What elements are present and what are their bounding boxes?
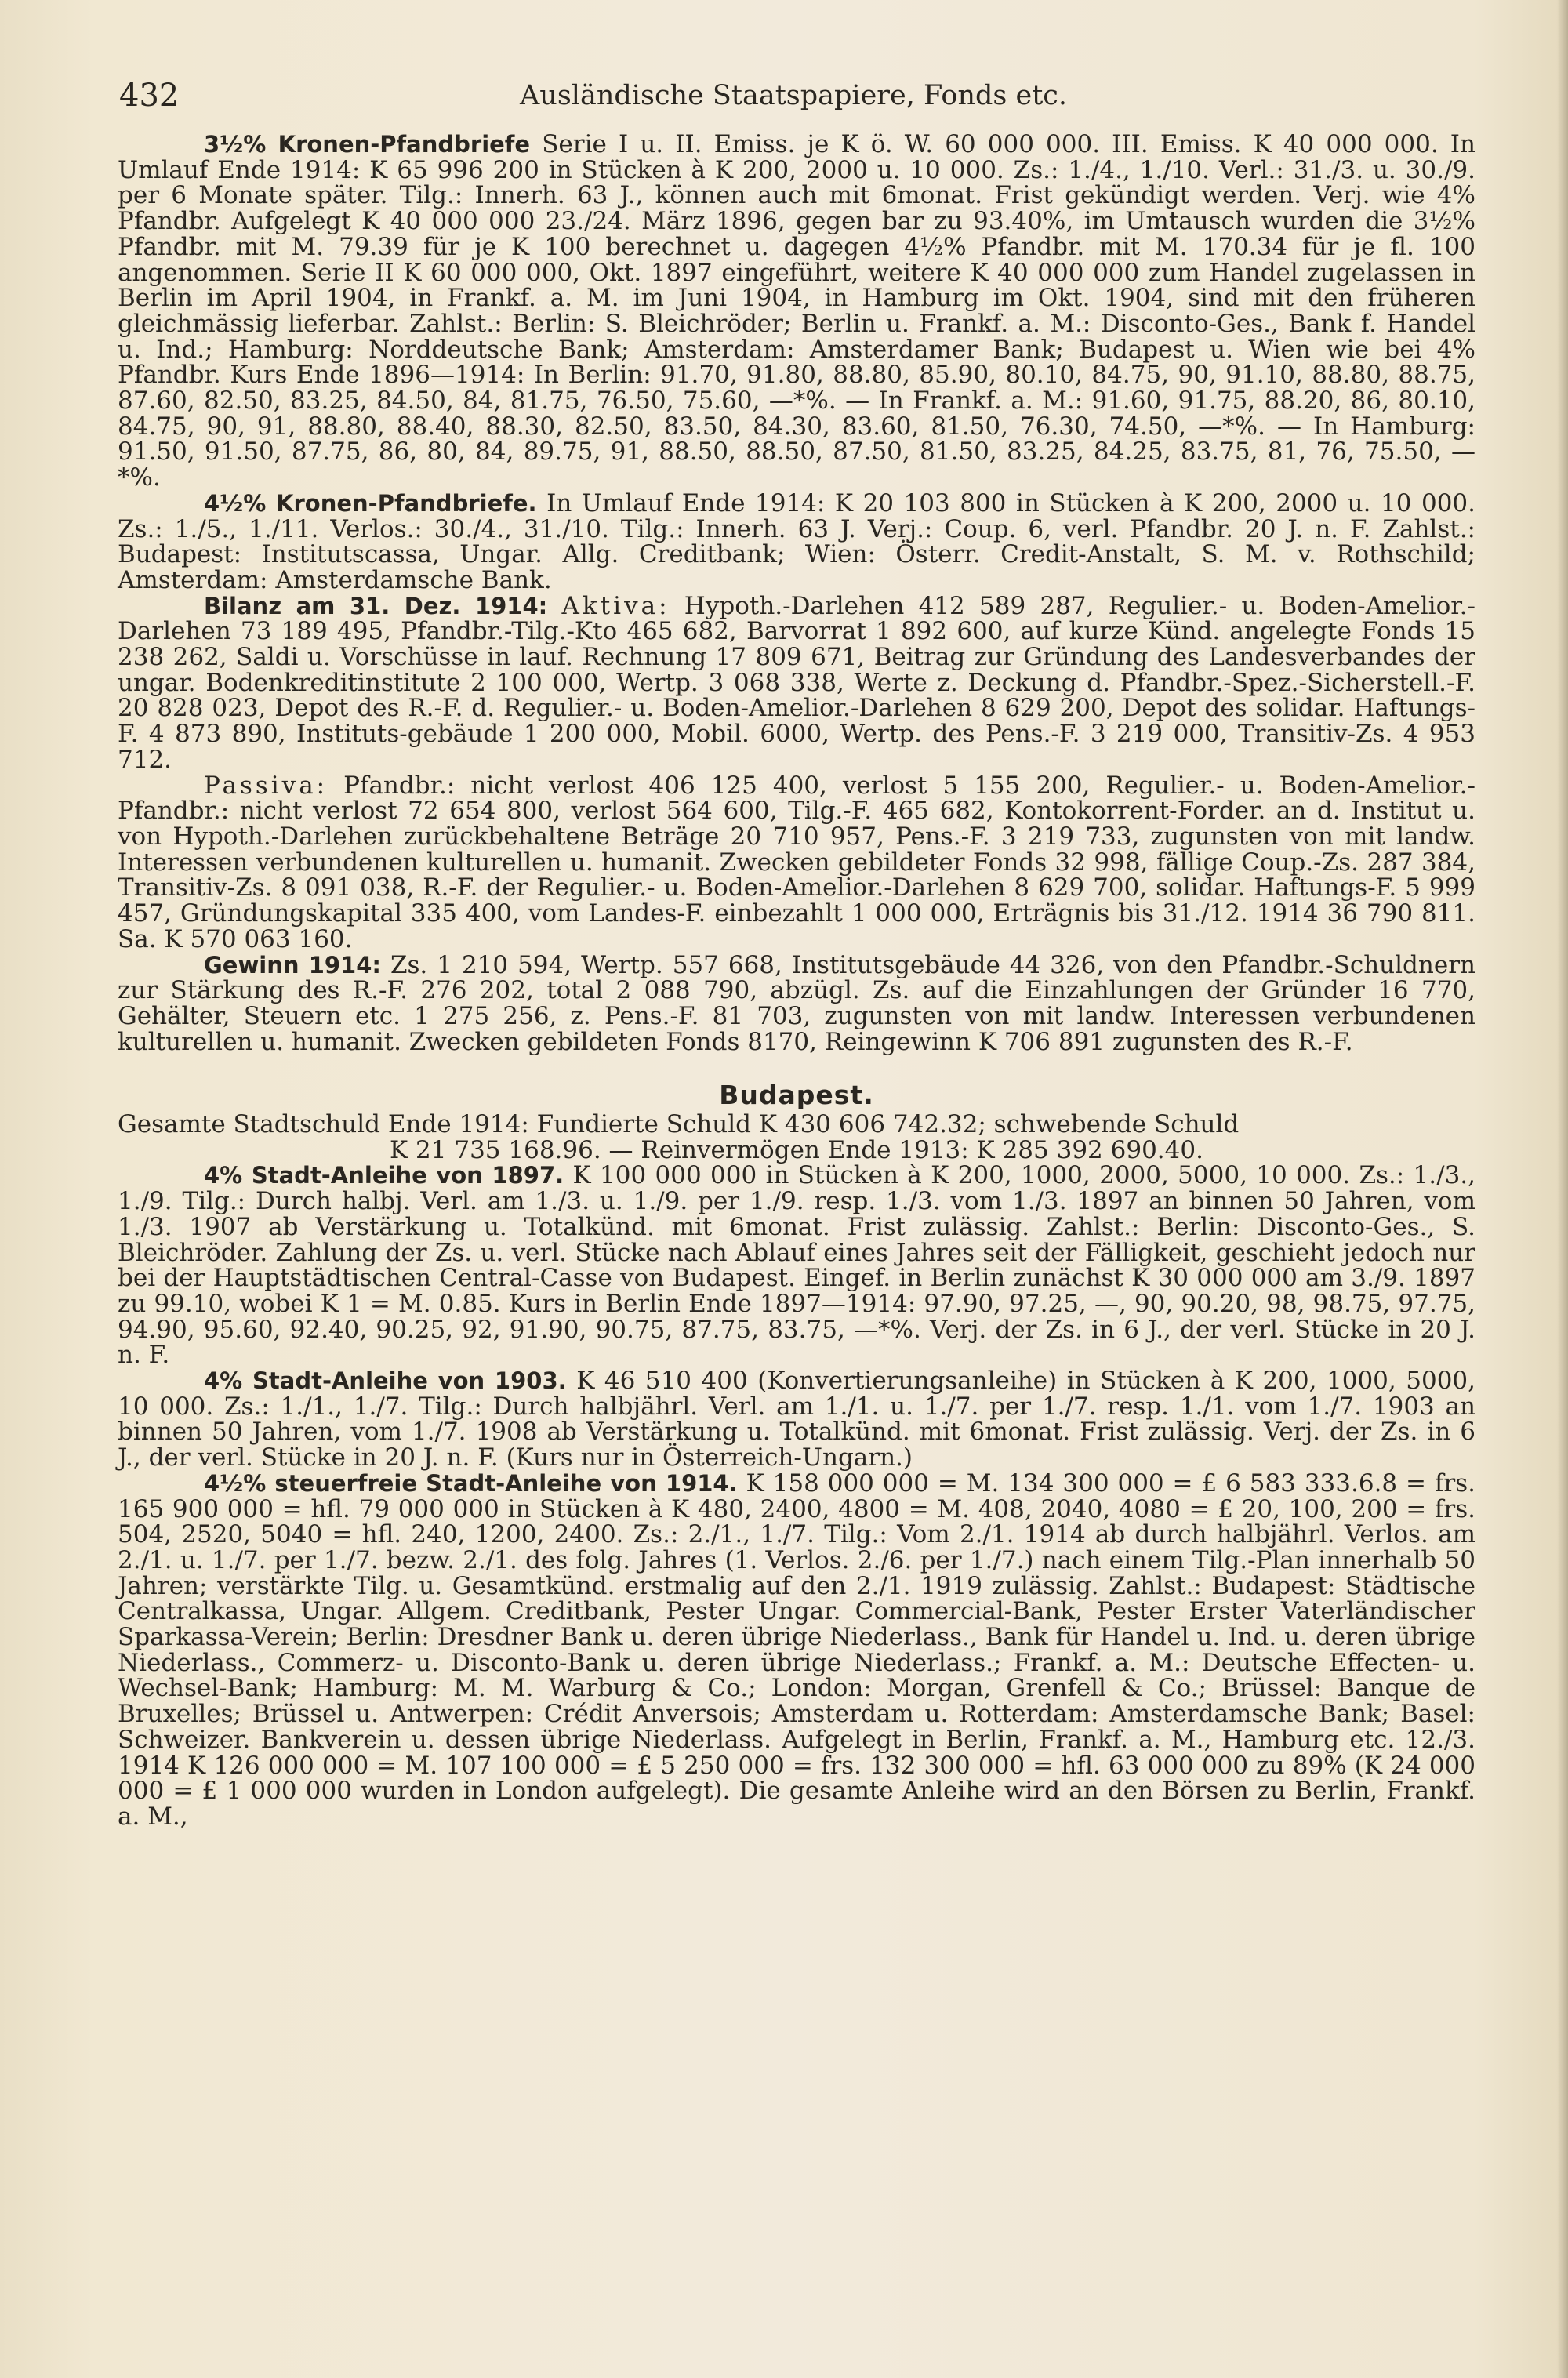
paragraph-stadt-anleihe-1897 bbox=[118, 1163, 1475, 1368]
paragraph-lead: 4½% Kronen-Pfandbriefe. bbox=[204, 489, 537, 517]
page-body bbox=[118, 132, 1475, 1830]
paragraph-gewinn bbox=[118, 950, 1475, 1056]
passiva-label: Passiva: bbox=[204, 771, 328, 800]
budapest-debt-line-2: K 21 735 168.96. — Reinvermögen Ende 1913: K 285 392 690.40. bbox=[390, 1135, 1203, 1164]
paragraph-lead: Gewinn 1914: bbox=[204, 951, 382, 978]
paragraph-text: Hypoth.-Darlehen 412 589 287, Regulier.- u. Boden-Amelior.-Darlehen 73 189 495, Pfandbr.-Tilg.-Kto 465 682, Barvorrat 1 892 600, auf kurze Künd. angelegte Fonds 15 238 262, Saldi u. Vorschüsse in lauf. Rechnung 17 809 671, Beitrag zur Gründung des Landesverbandes der ungar. Bodenkreditinstitute 2 100 000, Wertp. 3 068 338, Werte z. Deckung d. Pfandbr.-Spez.-Sicherstell.-F. 20 828 023, Depot des R.-F. d. Regulier.- u. Boden-Amelior.-Darlehen 8 629 200, Depot des solidar. Haftungs-F. 4 873 890, Instituts-gebäude 1 200 000, Mobil. 6000, Wertp. des Pens.-F. 3 219 000, Transitiv-Zs. 4 953 712. bbox=[118, 591, 1475, 774]
paragraph-text: Zs. 1 210 594, Wertp. 557 668, Institutsgebäude 44 326, von den Pfandbr.-Schuldnern zur Stärkung des R.-F. 276 202, total 2 088 790, abzügl. Zs. auf die Einzahlungen der Gründer 16 770, Gehälter, Steuern etc. 1 275 256, z. Pens.-F. 81 703, zugunsten von mit landw. Interessen verbundenen kulturellen u. humanit. Zwecken gebildeten Fonds 8170, Reingewinn K 706 891 zugunsten des R.-F. bbox=[118, 950, 1475, 1056]
paragraph-passiva bbox=[118, 773, 1475, 953]
paragraph-text: In Umlauf Ende 1914: K 20 103 800 in Stücken à K 200, 2000 u. 10 000. Zs.: 1./5., 1./11. Verlos.: 30./4., 31./10. Tilg.: Innerh. 63 J. Verj.: Coup. 6, verl. Pfandbr. 20 J. n. F. Zahlst.: Budapest: Institutscassa, Ungar. Allg. Creditbank; Wien: Österr. Credit-Anstalt, S. M. v. Rothschild; Amsterdam: Amsterdamsche Bank. bbox=[118, 488, 1476, 594]
aktiva-label: Aktiva: bbox=[561, 591, 670, 620]
running-title: Ausländische Staatspapiere, Fonds etc. bbox=[520, 80, 1067, 111]
section-heading-budapest: Budapest. bbox=[719, 1080, 874, 1111]
budapest-debt-line-1: Gesamte Stadtschuld Ende 1914: Fundierte Schuld K 430 606 742.32; schwebende Schuld bbox=[118, 1110, 1240, 1139]
page-header bbox=[119, 72, 1468, 119]
section-gap bbox=[118, 1055, 1475, 1081]
paragraph-lead: 4½% steuerfreie Stadt-Anleihe von 1914. bbox=[204, 1469, 738, 1497]
paragraph-stadt-anleihe-1903 bbox=[118, 1368, 1475, 1471]
paragraph-lead: 3½% Kronen-Pfandbriefe bbox=[204, 131, 531, 158]
paragraph-kronen-pfandbriefe-45 bbox=[118, 488, 1476, 594]
paragraph-lead: 4% Stadt-Anleihe von 1903. bbox=[204, 1367, 567, 1395]
paragraph-stadt-anleihe-1914 bbox=[118, 1471, 1475, 1830]
paragraph-text: Pfandbr.: nicht verlost 406 125 400, verlost 5 155 200, Regulier.- u. Boden-Amelior.-Pfandbr.: nicht verlost 72 654 800, verlost 564 600, Tilg.-F. 465 682, Kontokorrent-Forder. an d. Institut u. von Hypoth.-Darlehen zurückbehaltene Beträge 20 710 957, Pens.-F. 3 219 733, zugunsten von mit landw. Interessen verbundenen kulturellen u. humanit. Zwecken gebildeter Fonds 32 998, fällige Coup.-Zs. 287 384, Transitiv-Zs. 8 091 038, R.-F. der Regulier.- u. Boden-Amelior.-Darlehen 8 629 700, solidar. Haftungs-F. 5 999 457, Gründungskapital 335 400, vom Landes-F. einbezahlt 1 000 000, Erträgnis bis 31./12. 1914 36 790 811. Sa. K 570 063 160. bbox=[118, 771, 1475, 953]
paragraph-lead: Bilanz am 31. Dez. 1914: bbox=[204, 592, 548, 619]
page-number: 432 bbox=[119, 78, 180, 114]
paragraph-lead: 4% Stadt-Anleihe von 1897. bbox=[204, 1162, 564, 1189]
paragraph-text: K 46 510 400 (Konvertierungsanleihe) in Stücken à K 200, 1000, 5000, 10 000. Zs.: 1./1., 1./7. Tilg.: Durch halbjährl. Verl. am 1./1. u. 1./7. per 1./7. resp. 1./1. vom 1./7. 1903 an binnen 50 Jahren, vom 1./7. 1908 ab Verstärkung u. Totalkünd. mit 6monat. Frist zulässig. Verj. der Zs. in 6 J., der verl. Stücke in 20 J. n. F. (Kurs nur in Österreich-Ungarn.) bbox=[118, 1367, 1476, 1472]
paragraph-text: K 100 000 000 in Stücken à K 200, 1000, 2000, 5000, 10 000. Zs.: 1./3., 1./9. Tilg.: Durch halbj. Verl. am 1./3. u. 1./9. per 1./9. resp. 1./3. vom 1./3. 1897 an binnen 50 Jahren, vom 1./3. 1907 ab Verstärkung u. Totalkünd. mit 6monat. Frist zulässig. Zahlst.: Berlin: Disconto-Ges., S. Bleichröder. Zahlung der Zs. u. verl. Stücke nach Ablauf eines Jahres seit der Fälligkeit, geschieht jedoch nur bei der Hauptstädtischen Central-Casse von Budapest. Eingef. in Berlin zunächst K 30 000 000 am 3./9. 1897 zu 99.10, wobei K 1 = M. 0.85. Kurs in Berlin Ende 1897—1914: 97.90, 97.25, —, 90, 90.20, 98, 98.75, 97.75, 94.90, 95.60, 92.40, 90.25, 92, 91.90, 90.75, 87.75, 83.75, —*%. Verj. der Zs. in 6 J., der verl. Stücke in 20 J. n. F. bbox=[118, 1161, 1476, 1370]
page-edge-shadow bbox=[1557, 0, 1568, 2378]
paragraph-text: Serie I u. II. Emiss. je K ö. W. 60 000 000. III. Emiss. K 40 000 000. In Umlauf Ende 1914: K 65 996 200 in Stücken à K 200, 2000 u. 10 000. Zs.: 1./4., 1./10. Verl.: 31./3. u. 30./9. per 6 Monate später. Tilg.: Innerh. 63 J., können auch mit 6monat. Frist gekündigt werden. Verj. wie 4% Pfandbr. Aufgelegt K 40 000 000 23./24. März 1896, gegen bar zu 93.40%, im Umtausch wurden die 3½% Pfandbr. mit M. 79.39 für je K 100 berechnet u. dagegen 4½% Pfandbr. mit M. 170.34 für je fl. 100 angenommen. Serie II K 60 000 000, Okt. 1897 eingeführt, weitere K 40 000 000 zum Handel zugelassen in Berlin im April 1904, in Frankf. a. M. im Juni 1904, in Hamburg im Okt. 1904, sind mit den früheren gleichmässig lieferbar. Zahlst.: Berlin: S. Bleichröder; Berlin u. Frankf. a. M.: Disconto-Ges., Bank f. Handel u. Ind.; Hamburg: Norddeutsche Bank; Amsterdam: Amsterdamer Bank; Budapest u. Wien wie bei 4% Pfandbr. Kurs Ende 1896—1914: In Berlin: 91.70, 91.80, 88.80, 85.90, 80.10, 84.75, 90, 91.10, 88.80, 88.75, 87.60, 82.50, 83.25, 84.50, 84, 81.75, 76.50, 75.60, —*%. — In Frankf. a. M.: 91.60, 91.75, 88.20, 86, 80.10, 84.75, 90, 91, 88.80, 88.40, 88.30, 82.50, 83.50, 84.30, 83.60, 81.50, 76.30, 74.50, —*%. — In Hamburg: 91.50, 91.50, 87.75, 86, 80, 84, 89.75, 91, 88.50, 88.50, 87.50, 81.50, 83.25, 84.25, 83.75, 81, 76, 75.50, —*%. bbox=[118, 130, 1475, 492]
paragraph-text: K 158 000 000 = M. 134 300 000 = £ 6 583 333.6.8 = frs. 165 900 000 = hfl. 79 000 000 in Stücken à K 480, 2400, 4800 = M. 408, 2040, 4080 = £ 20, 100, 200 = frs. 504, 2520, 5040 = hfl. 240, 1200, 2400. Zs.: 2./1., 1./7. Tilg.: Vom 2./1. 1914 ab durch halbjährl. Verlos. am 2./1. u. 1./7. per 1./7. bezw. 2./1. des folg. Jahres (1. Verlos. 2./6. per 1./7.) nach einem Tilg.-Plan innerhalb 50 Jahren; verstärkte Tilg. u. Gesamtkünd. erstmalig auf den 2./1. 1919 zulässig. Zahlst.: Budapest: Städtische Centralkassa, Ungar. Allgem. Creditbank, Pester Ungar. Commercial-Bank, Pester Erster Vaterländischer Sparkassa-Verein; Berlin: Dresdner Bank u. deren übrige Niederlass., Bank für Handel u. Ind. u. deren übrige Niederlass., Commerz- u. Disconto-Bank u. deren übrige Niederlass.; Frankf. a. M.: Deutsche Effecten- u. Wechsel-Bank; Hamburg: M. M. Warburg & Co.; London: Morgan, Grenfell & Co.; Brüssel: Banque de Bruxelles; Brüssel u. Antwerpen: Crédit Anversois; Amsterdam u. Rotterdam: Amsterdamsche Bank; Basel: Schweizer. Bankverein u. dessen übrige Niederlass. Aufgelegt in Berlin, Frankf. a. M., Hamburg etc. 12./3. 1914 K 126 000 000 = M. 107 100 000 = £ 5 250 000 = frs. 132 300 000 = hfl. 63 000 000 zu 89% (K 24 000 000 = £ 1 000 000 wurden in London aufgelegt). Die gesamte Anleihe wird an den Börsen zu Berlin, Frankf. a. M., bbox=[118, 1469, 1476, 1831]
paragraph-bilanz-aktiva bbox=[118, 591, 1475, 774]
paragraph-kronen-pfandbriefe-35 bbox=[118, 132, 1475, 491]
